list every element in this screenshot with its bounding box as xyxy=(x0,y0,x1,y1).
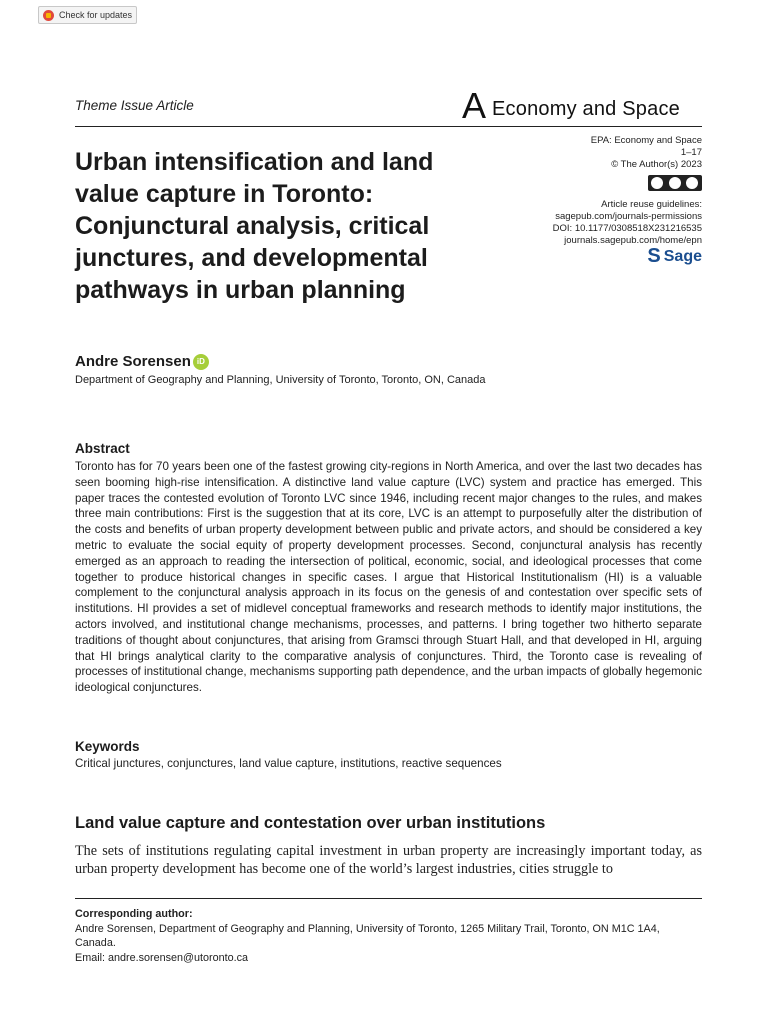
footnote-heading: Corresponding author: xyxy=(75,908,193,920)
creative-commons-icon xyxy=(648,175,702,191)
title-line: Urban intensification and land xyxy=(75,148,434,176)
publisher-name: Sage xyxy=(663,247,702,265)
check-for-updates-button[interactable] xyxy=(38,6,137,24)
check-for-updates-label: Check for updates xyxy=(59,10,133,20)
header-divider xyxy=(75,126,702,127)
title-line: Conjunctural analysis, critical xyxy=(75,212,430,240)
doi[interactable]: DOI: 10.1177/0308518X231216535 xyxy=(552,223,702,235)
title-line: value capture in Toronto: xyxy=(75,180,374,208)
title-line: pathways in urban planning xyxy=(75,276,406,304)
article-type: Theme Issue Article xyxy=(75,98,194,113)
author-line xyxy=(75,353,209,370)
body-paragraph: The sets of institutions regulating capital investment in urban property are increasingly important today, as urban property development has become one of the world’s largest industries, cities struggle to xyxy=(75,843,702,877)
author-name: Andre Sorensen xyxy=(75,353,191,370)
title-line: junctures, and developmental xyxy=(75,244,428,272)
journal-url[interactable]: journals.sagepub.com/home/epn xyxy=(564,235,702,247)
abstract-heading: Abstract xyxy=(75,441,130,456)
sage-icon: S xyxy=(647,245,661,267)
copyright: © The Author(s) 2023 xyxy=(611,159,702,171)
journal-citation: EPA: Economy and Space xyxy=(590,135,702,146)
article-metadata xyxy=(553,135,702,248)
abstract-text: Toronto has for 70 years been one of the fastest growing city-regions in North America, and over the last two decades has seen booming high-rise intensification. A distinctive land value capture (LVC) system and practice has emerged. This paper traces the contested evolution of Toronto LVC since 1946, including recent major changes to the rules, and makes three main contributions: First is the suggestion that at its core, LVC is an attempt to purposefully alter the distribution of the costs and benefits of urban property development between public and private actors, and should be considered a key metric to evaluate the social equity of property development processes. Second, conjunctural analysis has recently emerged as an approach to reading the intersection of political, economic, social, and ideological processes that come together to produce historical changes in specific cases. I argue that Historical Institutionalism (HI) is a valuable complement to the conjunctural analysis approach in its focus on the genesis of and contestation over specific sets of institutions. HI provides a set of midlevel conceptual frameworks and research methods to identify major institutions, the actors involved, and institutional change mechanisms, processes, and patterns. I bring together two hitherto separate traditions of thought about conjunctures, that arising from Gramsci through Stuart Hall, and that developed in HI, arguing that HI brings analytical clarity to the comparative analysis of conjunctures. Third, the Toronto case is revealing of processes of institutional change, mechanisms supporting path dependence, and the urban impacts of globally hegemonic ideological conjunctures. xyxy=(75,460,702,695)
orcid-icon[interactable]: iD xyxy=(193,354,209,370)
journal-logo xyxy=(462,85,680,126)
reuse-label: Article reuse guidelines: xyxy=(601,198,702,210)
corresponding-author xyxy=(75,907,702,965)
keywords-list: Critical junctures, conjunctures, land value capture, institutions, reactive sequences xyxy=(75,757,502,770)
reuse-link[interactable]: sagepub.com/journals-permissions xyxy=(555,211,702,223)
author-affiliation: Department of Geography and Planning, University of Toronto, Toronto, ON, Canada xyxy=(75,374,486,386)
article-title xyxy=(75,146,515,306)
journal-mark: A xyxy=(462,85,487,126)
footnote-address: Andre Sorensen, Department of Geography and Planning, University of Toronto, 1265 Military Trail, Toronto, ON M1C 1A4, Canada. xyxy=(75,922,660,949)
section-heading: Land value capture and contestation over urban institutions xyxy=(75,814,546,832)
keywords-heading: Keywords xyxy=(75,739,140,754)
publisher-logo xyxy=(647,245,702,268)
journal-name: Economy and Space xyxy=(492,98,680,120)
crossmark-icon xyxy=(43,10,54,21)
page-range: 1–17 xyxy=(680,147,702,159)
footnote-divider xyxy=(75,898,702,899)
footnote-email[interactable]: Email: andre.sorensen@utoronto.ca xyxy=(75,951,249,964)
